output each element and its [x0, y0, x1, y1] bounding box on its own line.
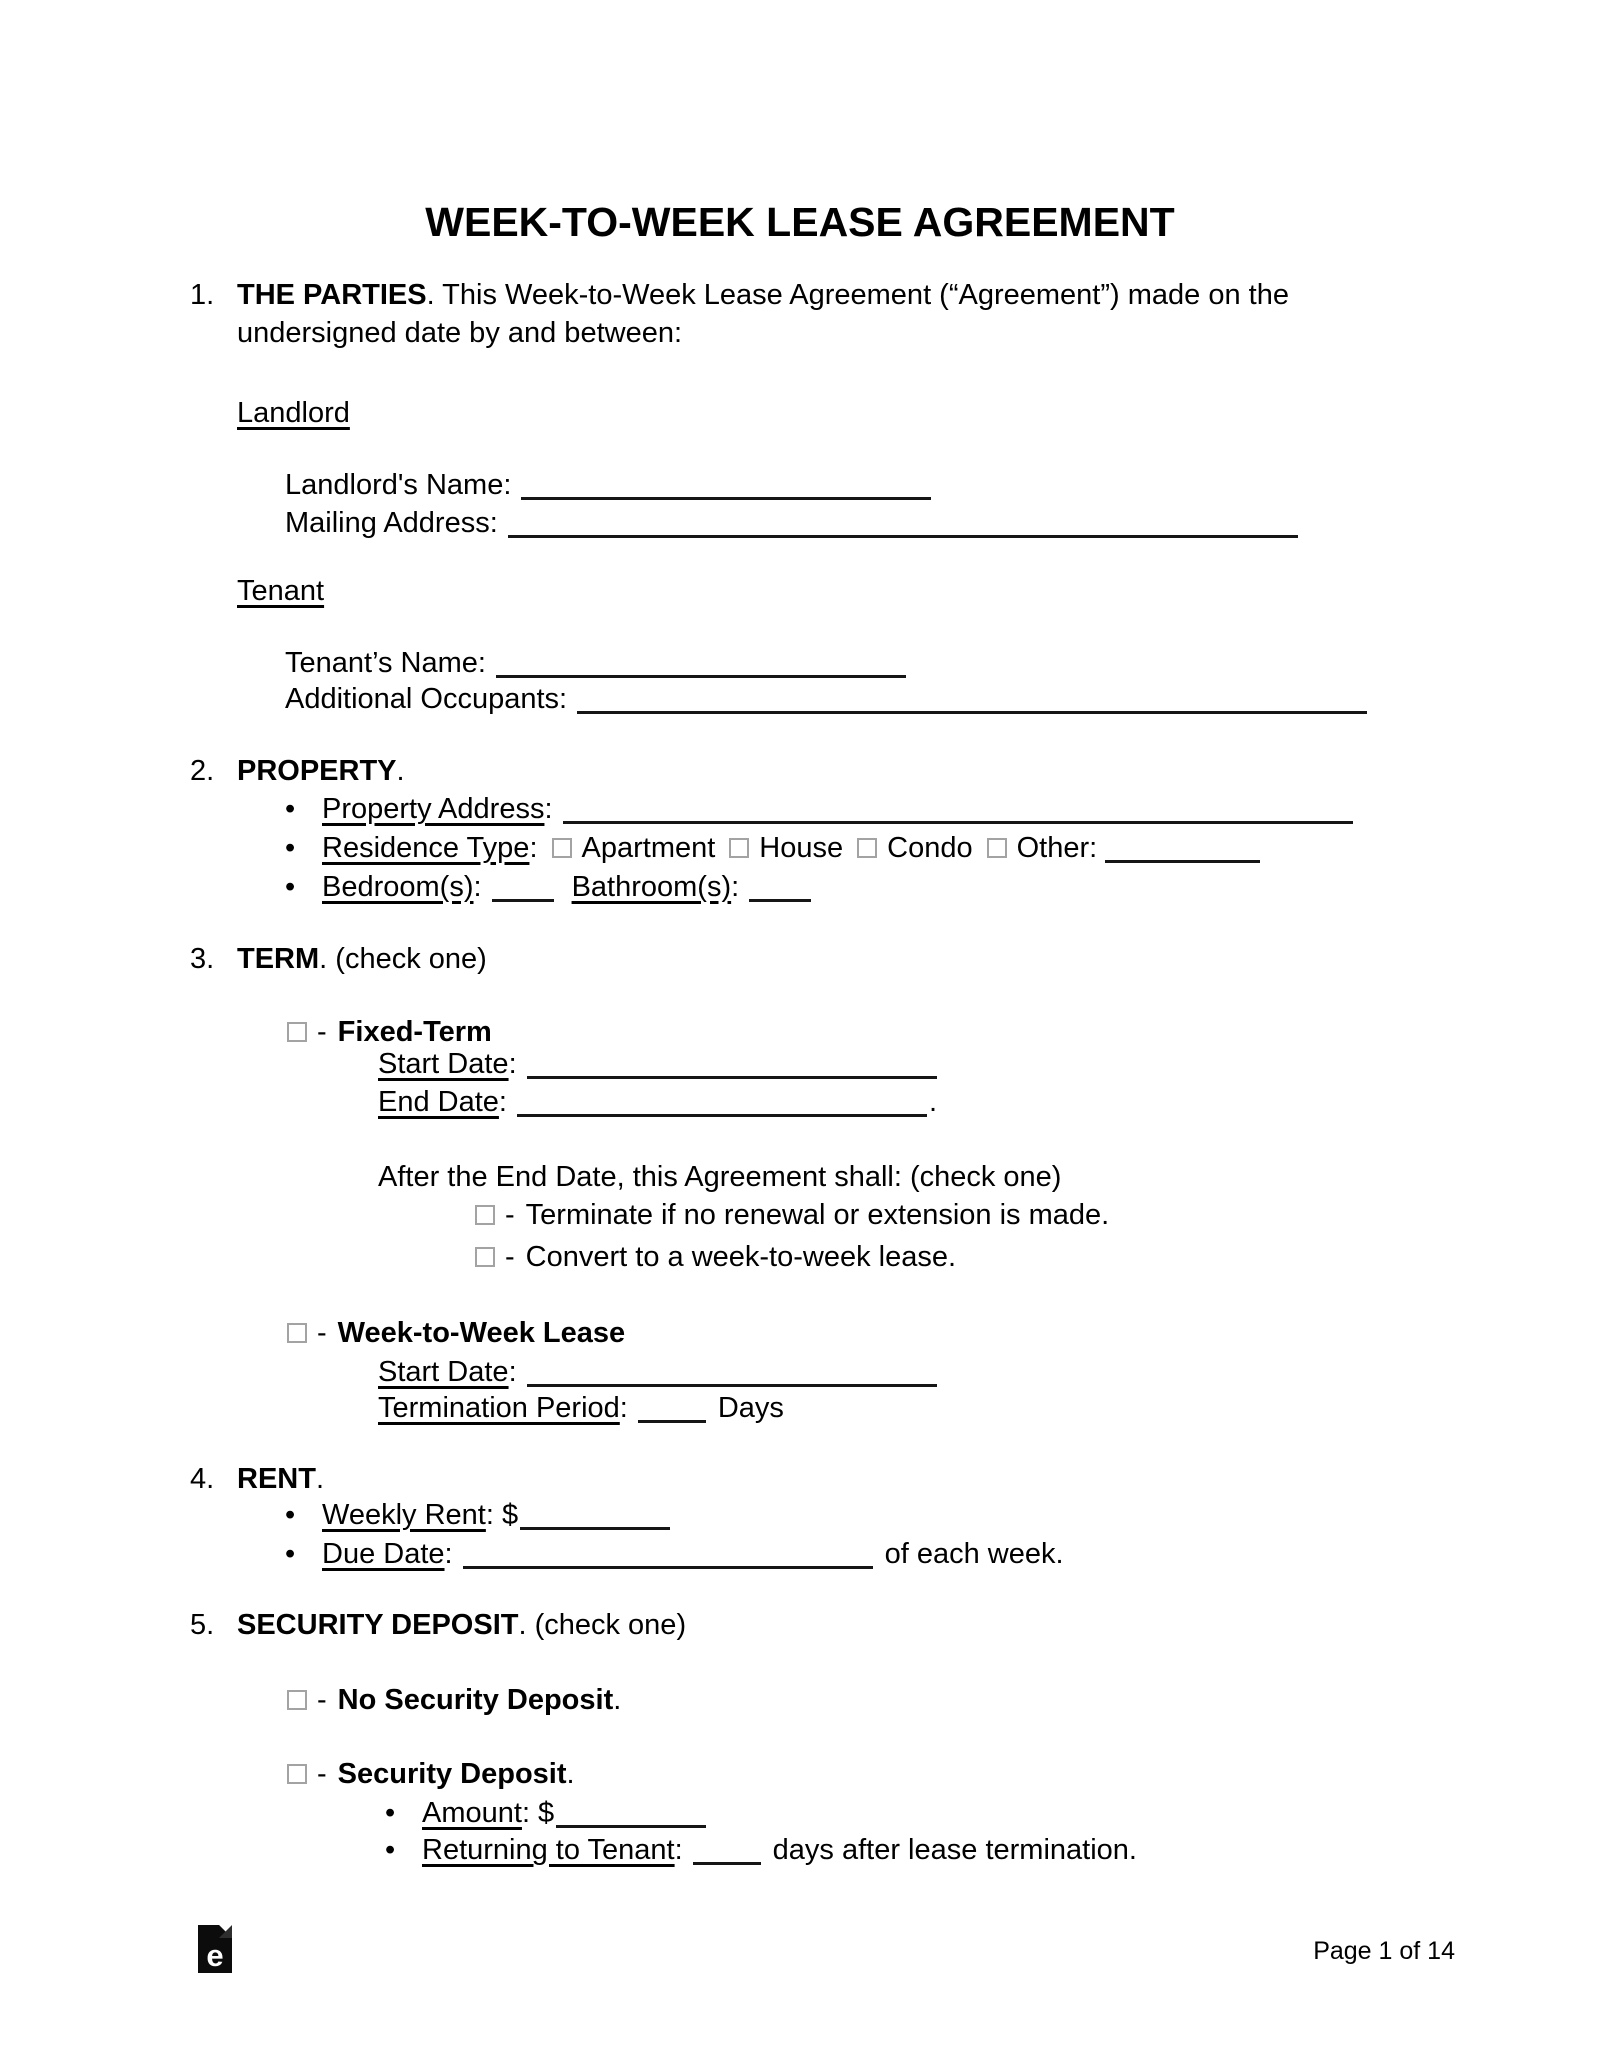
- bathrooms-label: Bathroom(s): [571, 871, 732, 903]
- colon: :: [498, 1086, 507, 1118]
- terminate-option-row: [475, 1196, 1109, 1234]
- section-2-number: 2.: [190, 755, 215, 787]
- period: .: [613, 1684, 622, 1716]
- dollar-sign: $: [501, 1499, 519, 1531]
- no-security-deposit-checkbox[interactable]: [287, 1690, 307, 1710]
- due-date-blank[interactable]: [463, 1566, 873, 1569]
- start-date-label: Start Date: [378, 1048, 509, 1080]
- page-number: Page 1 of 14: [1313, 1937, 1455, 1965]
- colon: :: [444, 1538, 453, 1570]
- house-option-label: House: [759, 832, 844, 864]
- fixed-term-checkbox[interactable]: [287, 1022, 307, 1042]
- weekly-rent-label: Weekly Rent: [322, 1499, 486, 1531]
- section-1-body-line2: undersigned date by and between:: [237, 317, 683, 349]
- security-deposit-row: [287, 1755, 575, 1793]
- security-deposit-checkbox[interactable]: [287, 1764, 307, 1784]
- termination-period-label: Termination Period: [378, 1392, 620, 1424]
- dash: -: [505, 1199, 515, 1231]
- period: .: [928, 1086, 938, 1118]
- section-5-heading-line: [190, 1606, 687, 1644]
- no-security-deposit-row: [287, 1681, 621, 1719]
- fixed-term-label: Fixed-Term: [337, 1016, 492, 1048]
- bedrooms-bathrooms-row: [285, 868, 811, 906]
- returning-days-blank[interactable]: [693, 1862, 761, 1865]
- landlord-name-row: [285, 466, 931, 504]
- after-end-date-text: After the End Date, this Agreement shall: (check one): [378, 1161, 1062, 1193]
- dash: -: [317, 1684, 327, 1716]
- section-3-number: 3.: [190, 943, 215, 975]
- bullet-icon: •: [385, 1797, 396, 1829]
- returning-to-tenant-label: Returning to Tenant: [422, 1834, 675, 1866]
- bullet-icon: •: [285, 1499, 296, 1531]
- dollar-sign: $: [538, 1797, 555, 1829]
- section-2-heading-line: [190, 752, 405, 790]
- additional-occupants-row: [285, 680, 1367, 718]
- returning-suffix: days after lease termination.: [772, 1834, 1137, 1866]
- section-4-heading-suffix: .: [315, 1463, 325, 1495]
- period: .: [566, 1758, 575, 1790]
- colon: :: [508, 1048, 517, 1080]
- dash: -: [505, 1241, 515, 1273]
- security-deposit-label: Security Deposit: [337, 1758, 567, 1790]
- eforms-logo: [198, 1925, 232, 1973]
- section-1-body-line1: . This Week-to-Week Lease Agreement (“Agreement”) made on the: [426, 279, 1289, 311]
- section-3-heading-line: [190, 940, 487, 978]
- apartment-checkbox[interactable]: [552, 838, 572, 858]
- terminate-option-label: Terminate if no renewal or extension is made.: [525, 1199, 1110, 1231]
- section-5-heading: SECURITY DEPOSIT: [237, 1609, 519, 1641]
- additional-occupants-blank[interactable]: [577, 711, 1367, 714]
- bullet-icon: •: [285, 871, 296, 903]
- mailing-address-row: [285, 504, 1298, 542]
- colon: :: [529, 832, 538, 864]
- end-date-label: End Date: [378, 1086, 499, 1118]
- dash: -: [317, 1016, 327, 1048]
- mailing-address-blank[interactable]: [508, 535, 1298, 538]
- colon: :: [508, 1356, 517, 1388]
- other-blank[interactable]: [1105, 860, 1260, 863]
- section-1-heading: THE PARTIES: [237, 279, 427, 311]
- amount-row: [385, 1794, 706, 1832]
- landlord-heading: Landlord: [237, 397, 350, 429]
- start-date-blank[interactable]: [527, 1076, 937, 1079]
- week-to-week-checkbox[interactable]: [287, 1323, 307, 1343]
- week-to-week-label: Week-to-Week Lease: [337, 1317, 626, 1349]
- bedrooms-blank[interactable]: [492, 899, 554, 902]
- bullet-icon: •: [285, 1538, 296, 1570]
- other-option-label: Other:: [1016, 832, 1098, 864]
- logo-letter: e: [206, 1938, 224, 1973]
- page-title: WEEK-TO-WEEK LEASE AGREEMENT: [425, 199, 1175, 245]
- weekly-rent-blank[interactable]: [520, 1527, 670, 1530]
- colon: :: [473, 871, 482, 903]
- property-address-blank[interactable]: [563, 821, 1353, 824]
- apartment-option-label: Apartment: [581, 832, 716, 864]
- convert-option-label: Convert to a week-to-week lease.: [525, 1241, 957, 1273]
- terminate-checkbox[interactable]: [475, 1205, 495, 1225]
- section-3-heading-suffix: . (check one): [319, 943, 487, 975]
- section-4-heading: RENT: [237, 1463, 316, 1495]
- colon: :: [731, 871, 740, 903]
- no-security-deposit-label: No Security Deposit: [337, 1684, 614, 1716]
- end-date-blank[interactable]: [517, 1114, 927, 1117]
- section-1-number: 1.: [190, 279, 215, 311]
- due-date-label: Due Date: [322, 1538, 445, 1570]
- section-2-heading-suffix: .: [396, 755, 405, 787]
- wtw-start-date-row: [378, 1353, 937, 1391]
- bullet-icon: •: [385, 1834, 396, 1866]
- residence-type-label: Residence Type: [322, 832, 530, 864]
- colon: :: [674, 1834, 683, 1866]
- wtw-start-date-blank[interactable]: [527, 1384, 937, 1387]
- section-3-heading: TERM: [237, 943, 320, 975]
- returning-to-tenant-row: [385, 1831, 1137, 1869]
- bedrooms-label: Bedroom(s): [322, 871, 474, 903]
- termination-period-row: [378, 1389, 784, 1427]
- landlord-name-blank[interactable]: [521, 497, 931, 500]
- fixed-start-date-row: [378, 1045, 937, 1083]
- colon: :: [544, 793, 553, 825]
- residence-type-row: [285, 829, 1260, 867]
- colon: :: [521, 1797, 531, 1829]
- bullet-icon: •: [285, 832, 296, 864]
- amount-label: Amount: [422, 1797, 522, 1829]
- dash: -: [317, 1758, 327, 1790]
- condo-checkbox[interactable]: [857, 838, 877, 858]
- section-4-heading-line: [190, 1460, 325, 1498]
- dash: -: [317, 1317, 327, 1349]
- property-address-row: [285, 790, 1353, 828]
- colon: :: [619, 1392, 628, 1424]
- due-date-suffix: of each week.: [884, 1538, 1064, 1570]
- tenant-name-label: Tenant’s Name:: [285, 647, 486, 679]
- amount-blank[interactable]: [556, 1825, 706, 1828]
- house-checkbox[interactable]: [729, 838, 749, 858]
- condo-option-label: Condo: [887, 832, 973, 864]
- week-to-week-option-row: [287, 1314, 625, 1352]
- additional-occupants-label: Additional Occupants:: [285, 683, 568, 715]
- bathrooms-blank[interactable]: [749, 899, 811, 902]
- folded-corner-icon: [219, 1925, 232, 1938]
- colon: :: [485, 1499, 494, 1531]
- section-5-heading-suffix: . (check one): [518, 1609, 687, 1641]
- convert-option-row: [475, 1238, 956, 1276]
- property-address-label: Property Address: [322, 793, 545, 825]
- other-checkbox[interactable]: [987, 838, 1007, 858]
- convert-checkbox[interactable]: [475, 1247, 495, 1267]
- termination-period-blank[interactable]: [638, 1420, 706, 1423]
- mailing-address-label: Mailing Address:: [285, 507, 498, 539]
- section-1-heading-line: [190, 276, 1289, 314]
- section-4-number: 4.: [190, 1463, 215, 1495]
- tenant-heading: Tenant: [237, 575, 325, 607]
- tenant-name-row: [285, 644, 906, 682]
- landlord-name-label: Landlord's Name:: [285, 469, 512, 501]
- tenant-name-blank[interactable]: [496, 675, 906, 678]
- section-2-heading: PROPERTY: [237, 755, 397, 787]
- fixed-end-date-row: [378, 1083, 937, 1121]
- start-date-label: Start Date: [378, 1356, 509, 1388]
- days-suffix: Days: [717, 1392, 784, 1424]
- bullet-icon: •: [285, 793, 296, 825]
- section-5-number: 5.: [190, 1609, 215, 1641]
- weekly-rent-row: [285, 1496, 670, 1534]
- due-date-row: [285, 1535, 1064, 1573]
